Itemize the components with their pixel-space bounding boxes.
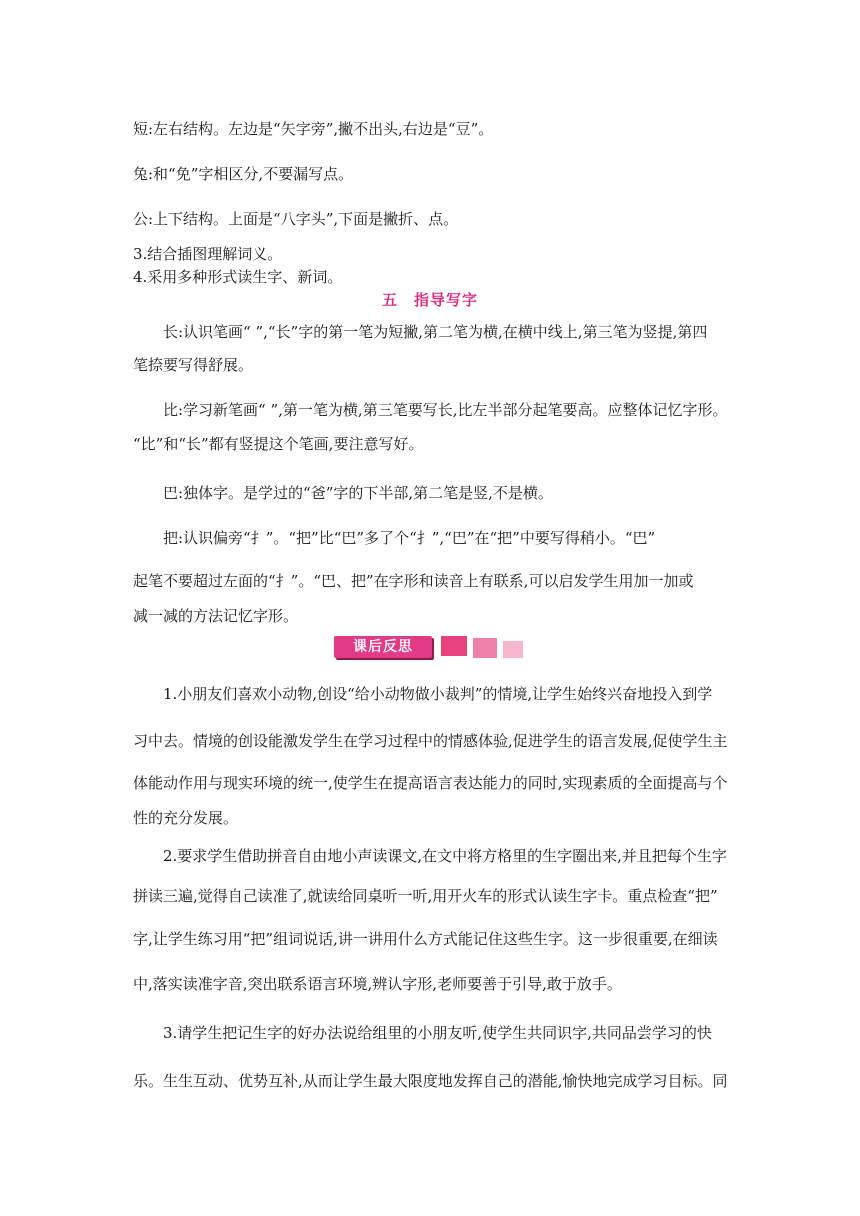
writing-ba2-line1: 把:认识偏旁“扌”。“把”比“巴”多了个“扌”,“巴”在“把”中要写得稍小。“巴” [163,529,656,547]
section-heading: 五 指导写字 [381,291,478,309]
reflection-1-line4: 性的充分发展。 [133,809,239,827]
writing-chang-line2: 笔捺要写得舒展。 [133,356,254,374]
reflection-1-line2: 习中去。情境的创设能激发学生在学习过程中的情感体验,促进学生的语言发展,促使学生主 [133,732,728,750]
writing-ba2-line3: 减一减的方法记忆字形。 [133,607,299,625]
reflection-banner [334,636,523,660]
reflection-2-line1: 2.要求学生借助拼音自由地小声读课文,在文中将方格里的生字圈出来,并且把每个生字 [163,847,727,865]
char-note-tu: 兔:和“免”字相区分,不要漏写点。 [133,165,354,183]
banner-label: 课后反思 [334,636,432,658]
reflection-1-line3: 体能动作用与现实环境的统一,使学生在提高语言表达能力的同时,实现素质的全面提高与个 [133,774,728,792]
writing-ba: 巴:独体字。是学过的“爸”字的下半部,第二笔是竖,不是横。 [163,484,553,502]
char-note-duan: 短:左右结构。左边是“矢字旁”,撇不出头,右边是“豆”。 [133,120,494,138]
reflection-2-line2: 拼读三遍,觉得自己读准了,就读给同桌听一听,用开火车的形式认读生字卡。重点检查“把” [133,887,718,905]
list-item-4: 4.采用多种形式读生字、新词。 [133,268,343,286]
reflection-1-line1: 1.小朋友们喜欢小动物,创设“给小动物做小裁判”的情境,让学生始终兴奋地投入到学 [163,685,713,703]
decorative-square [503,641,523,658]
writing-ba2-line2: 起笔不要超过左面的“扌”。“巴、把”在字形和读音上有联系,可以启发学生用加一加或 [133,572,694,590]
decorative-square [441,636,467,656]
writing-bi-line1: 比:学习新笔画“ ”,第一笔为横,第三笔要写长,比左半部分起笔要高。应整体记忆字形。 [163,401,728,419]
decorative-square [473,638,497,658]
reflection-2-line3: 字,让学生练习用“把”组词说话,讲一讲用什么方式能记住这些生字。这一步很重要,在细读 [133,930,718,948]
list-item-3: 3.结合插图理解词义。 [133,245,283,263]
char-note-gong: 公:上下结构。上面是“八字头”,下面是撇折、点。 [133,210,459,228]
writing-bi-line2: “比”和“长”都有竖提这个笔画,要注意写好。 [133,435,424,453]
reflection-2-line4: 中,落实读准字音,突出联系语言环境,辨认字形,老师要善于引导,敢于放手。 [133,975,622,993]
reflection-3-line2: 乐。生生互动、优势互补,从而让学生最大限度地发挥自己的潜能,愉快地完成学习目标。同 [133,1072,728,1090]
reflection-3-line1: 3.请学生把记生字的好办法说给组里的小朋友听,使学生共同识字,共同品尝学习的快 [163,1024,712,1042]
writing-chang-line1: 长:认识笔画“ ”,“长”字的第一笔为短撇,第二笔为横,在横中线上,第三笔为竖提,第四 [163,323,708,341]
